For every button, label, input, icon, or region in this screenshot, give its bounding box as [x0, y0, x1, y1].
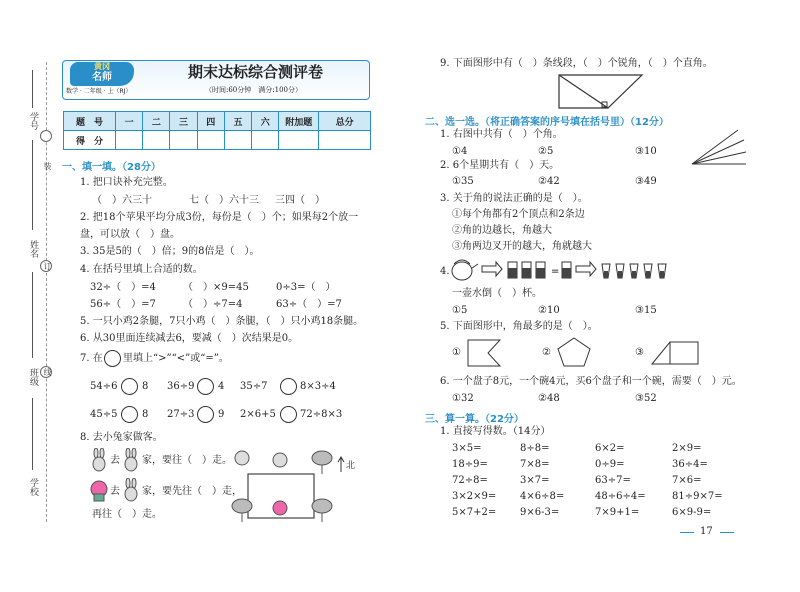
q7-expr: 4	[218, 381, 225, 392]
s2-q1: 1. 右图中共有（ ）个角。	[440, 129, 563, 140]
s1-q3: 3. 35是5的（ ）倍；9的8倍是（ ）。	[80, 246, 260, 257]
q7-expr: 9	[218, 409, 225, 420]
q7-expr: 35÷7	[240, 381, 268, 392]
calc-item: 7×9+1=	[595, 507, 640, 518]
s1-q7b: 里填上“>”“<”或“=”。	[123, 353, 229, 364]
ring-char: 线	[43, 368, 52, 376]
shape-concave-figure	[466, 338, 502, 368]
pig-icon	[88, 478, 110, 502]
s1-q8a2: 家，要往（ ）走。	[142, 455, 232, 466]
s2-q1-opt[interactable]: ②5	[538, 146, 554, 157]
subject-label: 数学 · 二年级 · 上（RJ）	[66, 88, 132, 95]
angle-rays-figure	[690, 128, 750, 168]
calc-item: 4×6÷8=	[520, 491, 565, 502]
score-cell: 总分	[319, 112, 371, 131]
q7-expr: 36÷9	[167, 381, 195, 392]
kettle-cups-figure	[450, 256, 730, 282]
score-cell: 一	[116, 112, 143, 131]
calc-item: 36÷4=	[672, 459, 708, 470]
q7-expr: 72÷8×3	[300, 409, 343, 420]
q7-expr: 45÷5	[90, 409, 118, 420]
margin-line	[32, 272, 33, 358]
s2-q6: 6. 一个盘子8元，一个碗4元，买6个盘子和一个碗，需要（ ）元。	[440, 376, 742, 387]
score-input-cell[interactable]	[279, 131, 319, 150]
rabbit-home-map	[230, 450, 340, 528]
brand-logo	[70, 62, 134, 86]
s1-q8c: 再往（ ）走。	[92, 509, 162, 520]
s2-q4-opt[interactable]: ①5	[452, 305, 468, 316]
calc-item: 81÷9×7=	[672, 491, 723, 502]
page-number: 17	[700, 526, 713, 537]
s1-q6: 6. 从30里面连续减去6，要减（ ）次结果是0。	[80, 333, 299, 344]
s1-q4-r2c1: 56÷（ ）=7	[90, 299, 156, 310]
s1-q8: 8. 去小兔家做客。	[80, 432, 163, 443]
s2-q5-opt[interactable]: ②	[542, 347, 551, 358]
s1-q4-r2c3: 63÷（ ）=7	[276, 299, 342, 310]
s2-q1-opt[interactable]: ③10	[635, 146, 657, 157]
s1-q4-r2c2: （ ）÷7=4	[183, 299, 243, 310]
ring-char: 装	[43, 162, 52, 170]
score-input-cell[interactable]	[224, 131, 251, 150]
score-input-cell[interactable]	[197, 131, 224, 150]
rabbit-icon	[120, 448, 142, 472]
s2-q2-opt[interactable]: ①35	[452, 176, 474, 187]
s2-q4-opt[interactable]: ③15	[635, 305, 657, 316]
binding-ring	[40, 130, 52, 142]
s1-q7a: 7. 在	[80, 353, 103, 364]
page-number-rule	[680, 532, 694, 533]
margin-label-banji: 班级	[28, 368, 38, 386]
s2-q3-opt[interactable]: ②角的边越长，角越大	[452, 225, 552, 236]
s1-q9: 9. 下面图形中有（ ）条线段，（ ）个锐角，（ ）个直角。	[440, 58, 713, 69]
svg-text:=: =	[551, 266, 560, 277]
s1-q4-r1c1: 32÷（ ）=4	[90, 282, 156, 293]
score-cell: 题 号	[64, 112, 116, 131]
s2-q6-opt[interactable]: ②48	[538, 393, 560, 404]
s1-q8a: 去	[110, 455, 120, 466]
brand-logo-bottom: 名师	[92, 72, 112, 83]
score-cell: 六	[252, 112, 279, 131]
score-input-cell[interactable]	[116, 131, 143, 150]
s2-q3: 3. 关于角的说法正确的是（ ）。	[440, 193, 588, 204]
margin-label-xuehao: 学号	[28, 112, 38, 130]
margin-line	[32, 140, 33, 230]
s2-q5-opt[interactable]: ③	[635, 347, 644, 358]
calc-item: 2×9=	[672, 443, 702, 454]
calc-item: 3×2×9=	[452, 491, 497, 502]
s1-q1c: 三四（ ）	[275, 195, 325, 206]
score-input-cell[interactable]	[319, 131, 371, 150]
s2-q4b: 一壶水倒（ ）杯。	[452, 288, 542, 299]
s2-q2: 2. 6个星期共有（ ）天。	[440, 160, 560, 171]
s2-q4-num: 4.	[440, 266, 450, 277]
section-2-title: 二、选一选。（将正确答案的序号填在括号里）（12分）	[425, 117, 669, 128]
s2-q6-opt[interactable]: ③52	[635, 393, 657, 404]
score-input-cell[interactable]	[143, 131, 170, 150]
compare-circle[interactable]	[121, 378, 138, 395]
q7-expr: 27÷3	[167, 409, 195, 420]
s2-q1-opt[interactable]: ①4	[452, 146, 468, 157]
s2-q4-opt[interactable]: ②10	[538, 305, 560, 316]
s1-q5: 5. 一只小鸡2条腿，7只小鸡（ ）条腿，（ ）只小鸡18条腿。	[80, 316, 364, 327]
brand-logo-top: 黄冈	[94, 62, 110, 71]
score-cell: 二	[143, 112, 170, 131]
s2-q3-opt[interactable]: ①每个角都有2个顶点和2条边	[452, 209, 585, 220]
score-cell: 附加题	[279, 112, 319, 131]
rabbit-icon	[120, 478, 142, 502]
ring-char: 订	[43, 262, 52, 270]
margin-line	[32, 70, 33, 108]
score-table-score-row	[64, 131, 371, 150]
score-table	[63, 111, 371, 150]
q7-expr: 54÷6	[90, 381, 118, 392]
s2-q5-opt[interactable]: ①	[452, 347, 461, 358]
s1-q4: 4. 在括号里填上合适的数。	[80, 264, 203, 275]
s1-q8b: 去	[110, 486, 120, 497]
margin-line	[32, 398, 33, 470]
trapezoid-figure	[556, 72, 646, 112]
s1-q2b: 盘，可以放（ ）盘。	[80, 229, 180, 240]
score-cell: 得 分	[64, 131, 116, 150]
compare-circle[interactable]	[197, 406, 214, 423]
s2-q2-opt[interactable]: ③49	[635, 176, 657, 187]
exam-meta: （时间:60分钟 满分:100分）	[205, 86, 302, 94]
calc-item: 3×5=	[452, 443, 482, 454]
compare-circle[interactable]	[280, 406, 297, 423]
calc-item: 7×6=	[672, 475, 702, 486]
s1-q1: 1. 把口诀补充完整。	[80, 177, 173, 188]
calc-item: 5×7+2=	[452, 507, 497, 518]
page-number-rule	[720, 532, 734, 533]
north-arrow-icon	[336, 456, 346, 472]
compare-circle[interactable]	[121, 406, 138, 423]
calc-item: 7×8=	[520, 459, 550, 470]
s2-q5: 5. 下面图形中，角最多的是（ ）。	[440, 321, 598, 332]
s2-q3-opt[interactable]: ③角两边叉开的越大，角就越大	[452, 241, 592, 252]
trapezoid-split-figure	[650, 340, 700, 366]
calc-item: 9×6-3=	[520, 507, 560, 518]
compare-circle[interactable]	[197, 378, 214, 395]
calc-item: 8÷8=	[520, 443, 550, 454]
score-input-cell[interactable]	[252, 131, 279, 150]
margin-label-xingming: 姓名	[28, 240, 38, 258]
s3-q1: 1. 直接写得数。（14分）	[440, 426, 551, 437]
score-table-header-row	[64, 112, 371, 131]
calc-item: 6×9-9=	[672, 507, 712, 518]
compare-circle[interactable]	[280, 378, 297, 395]
calc-item: 48÷6÷4=	[595, 491, 646, 502]
margin-label-xuexiao: 学校	[28, 478, 38, 496]
compare-circle	[104, 350, 121, 367]
section-1-title: 一、填一填。（28分）	[62, 162, 161, 173]
s1-q4-r1c2: （ ）×9=45	[183, 282, 249, 293]
score-cell: 四	[197, 112, 224, 131]
s1-q4-r1c3: 0÷3=（ ）	[276, 282, 336, 293]
calc-item: 0÷9=	[595, 459, 625, 470]
s2-q6-opt[interactable]: ①32	[452, 393, 474, 404]
q7-expr: 8×3÷4	[300, 381, 336, 392]
score-cell: 五	[224, 112, 251, 131]
q7-expr: 8	[142, 381, 149, 392]
calc-item: 63÷7=	[595, 475, 631, 486]
s1-q1a: （ ）六三十	[92, 195, 152, 206]
q7-expr: 8	[142, 409, 149, 420]
pentagon-figure	[556, 336, 592, 368]
calc-item: 6×2=	[595, 443, 625, 454]
q7-expr: 2×6+5	[240, 409, 276, 420]
score-cell: 三	[170, 112, 197, 131]
calc-item: 18÷9=	[452, 459, 488, 470]
s2-q2-opt[interactable]: ②42	[538, 176, 560, 187]
calc-item: 72÷8=	[452, 475, 488, 486]
s1-q1b: 七（ ）六十三	[189, 195, 259, 206]
s1-q8b2: 家，要先往（ ）走，	[142, 486, 242, 497]
section-3-title: 三、算一算。（22分）	[425, 414, 524, 425]
s1-q2a: 2. 把18个苹果平均分成3份，每份是（ ）个；如果每2个放一	[80, 212, 359, 223]
score-input-cell[interactable]	[170, 131, 197, 150]
north-label: 北	[346, 461, 356, 471]
page-title: 期末达标综合测评卷	[188, 63, 324, 81]
calc-item: 3×7=	[520, 475, 550, 486]
rabbit-icon	[88, 448, 110, 472]
